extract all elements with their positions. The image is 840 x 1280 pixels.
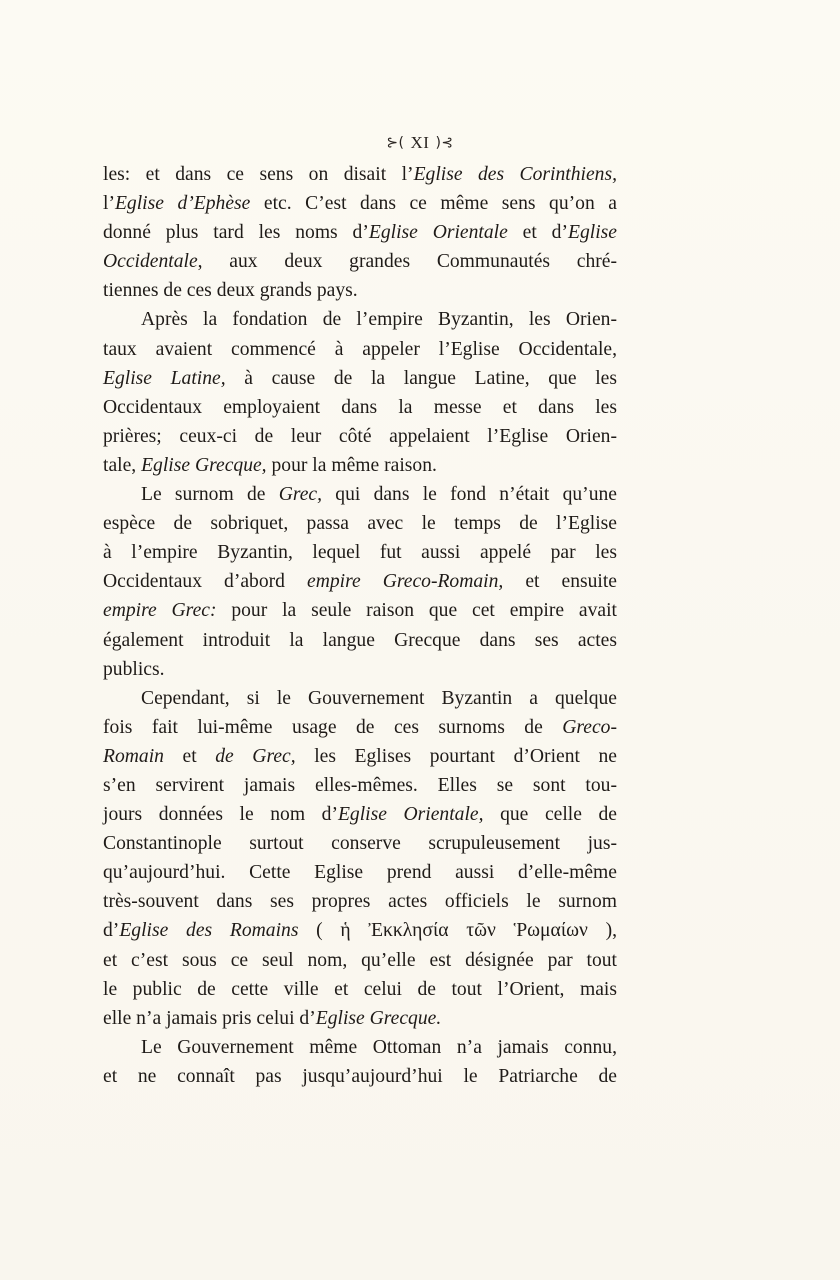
italic-text: Grec, [278, 484, 323, 506]
text-line [103, 276, 617, 305]
left-ornament: ⊱( [386, 135, 405, 151]
text-line [103, 742, 617, 771]
text-line [103, 655, 617, 684]
text-segment: taux avaient commencé à appeler l’Eglise Occidentale, [103, 338, 617, 360]
text-segment: , aux deux grandes Communautés chré- [197, 251, 617, 273]
text-line [103, 858, 617, 887]
page-number: XI [410, 133, 430, 152]
italic-text: Eglise Grecque, [141, 454, 267, 476]
italic-text: empire Greco-Romain, [307, 571, 504, 593]
text-segment: et [163, 745, 216, 767]
text-segment: que celle de [483, 804, 617, 826]
text-line [103, 596, 617, 625]
text-line [103, 218, 617, 247]
text-line [103, 946, 617, 975]
text-segment: etc. C’est dans ce même sens qu’on a [250, 193, 617, 215]
text-line [103, 160, 617, 189]
italic-text: Greco- [562, 716, 617, 738]
text-segment: les Eglises pourtant d’Orient ne [295, 745, 618, 767]
text-segment: Le surnom de [141, 484, 279, 506]
text-line [103, 393, 617, 422]
text-segment: d’ [103, 920, 120, 942]
text-segment: ( ἡ Ἐκκλησία τῶν Ῥωμαίων ), [298, 920, 617, 942]
italic-text: Occidentale [103, 251, 198, 273]
text-line [103, 567, 617, 596]
text-segment: les: et dans ce sens on disait l’ [103, 164, 414, 185]
text-line [103, 538, 617, 567]
italic-text: Eglise Grecque. [315, 1007, 442, 1029]
text-segment: à cause de la langue Latine, que les [225, 367, 617, 389]
text-segment: à l’empire Byzantin, lequel fut aussi appelé par les [103, 542, 617, 564]
italic-text: de Grec, [215, 745, 296, 767]
text-line [103, 975, 617, 1004]
italic-text: Eglise Latine, [103, 367, 226, 389]
text-segment: très-souvent dans ses propres actes officiels le surnom [103, 891, 617, 913]
text-line [103, 829, 617, 858]
text-segment: pour la seule raison que cet empire avait [216, 600, 618, 622]
italic-text: empire Grec: [103, 600, 217, 622]
text-line [103, 189, 617, 218]
text-line [103, 800, 617, 829]
text-line [103, 887, 617, 916]
italic-text: Romain [103, 745, 164, 767]
text-line [103, 626, 617, 655]
text-segment: Le Gouvernement même Ottoman n’a jamais connu, [141, 1036, 617, 1058]
text-segment: et ensuite [503, 571, 618, 593]
text-line [103, 480, 617, 509]
text-line [103, 451, 617, 480]
text-line [103, 713, 617, 742]
text-line [103, 335, 617, 364]
text-segment: s’en servirent jamais elles-mêmes. Elles se sont tou- [103, 774, 617, 796]
text-line [103, 1033, 617, 1062]
text-segment: Occidentaux d’abord [103, 571, 307, 593]
text-segment: Constantinople surtout conserve scrupuleusement jus- [103, 833, 617, 855]
body-text [103, 160, 617, 1091]
text-segment: qu’aujourd’hui. Cette Eglise prend aussi d’elle-même [103, 862, 617, 884]
text-line [103, 509, 617, 538]
text-segment: Après la fondation de l’empire Byzantin, les Orien- [141, 309, 617, 331]
text-segment: tiennes de ces deux grands pays. [103, 280, 358, 302]
text-segment: qui dans le fond n’était qu’une [322, 484, 617, 506]
text-segment: tale, [103, 454, 142, 476]
text-line [103, 305, 617, 334]
text-segment: et ne connaît pas jusqu’aujourd’hui le Patriarche de [103, 1065, 617, 1087]
text-segment: espèce de sobriquet, passa avec le temps de l’Eglise [103, 513, 617, 535]
italic-text: Eglise d’Ephèse [114, 193, 251, 215]
text-line [103, 1062, 617, 1091]
text-segment: publics. [103, 658, 165, 680]
text-line [103, 364, 617, 393]
right-ornament: )⊰ [435, 135, 454, 151]
italic-text: Eglise des Corinthiens, [413, 164, 617, 185]
text-line [103, 771, 617, 800]
italic-text: Eglise Orientale [368, 222, 508, 244]
text-segment: le public de cette ville et celui de tout l’Orient, mais [103, 978, 617, 1000]
text-segment: également introduit la langue Grecque dans ses actes [103, 629, 617, 651]
text-line [103, 247, 617, 276]
text-line [103, 916, 617, 945]
text-line [103, 1004, 617, 1033]
text-segment: jours données le nom d’ [103, 804, 338, 826]
text-segment: pour la même raison. [266, 454, 437, 476]
text-segment: Cependant, si le Gouvernement Byzantin a quelque [141, 687, 617, 709]
text-segment: l’ [103, 193, 115, 215]
italic-text: Eglise [568, 222, 617, 244]
text-segment: et d’ [507, 222, 569, 244]
text-line [103, 684, 617, 713]
text-segment: fois fait lui-même usage de ces surnoms de [103, 716, 563, 738]
text-line [103, 422, 617, 451]
text-segment: prières; ceux-ci de leur côté appelaient l’Eglise Orien- [103, 425, 617, 447]
text-segment: et c’est sous ce seul nom, qu’elle est désignée par tout [103, 949, 617, 971]
text-segment: elle n’a jamais pris celui d’ [103, 1007, 316, 1029]
running-header [0, 133, 840, 153]
italic-text: Eglise Orientale, [337, 804, 484, 826]
italic-text: Eglise des Romains [119, 920, 299, 942]
text-segment: donné plus tard les noms d’ [103, 222, 369, 244]
text-segment: Occidentaux employaient dans la messe et dans les [103, 396, 617, 418]
